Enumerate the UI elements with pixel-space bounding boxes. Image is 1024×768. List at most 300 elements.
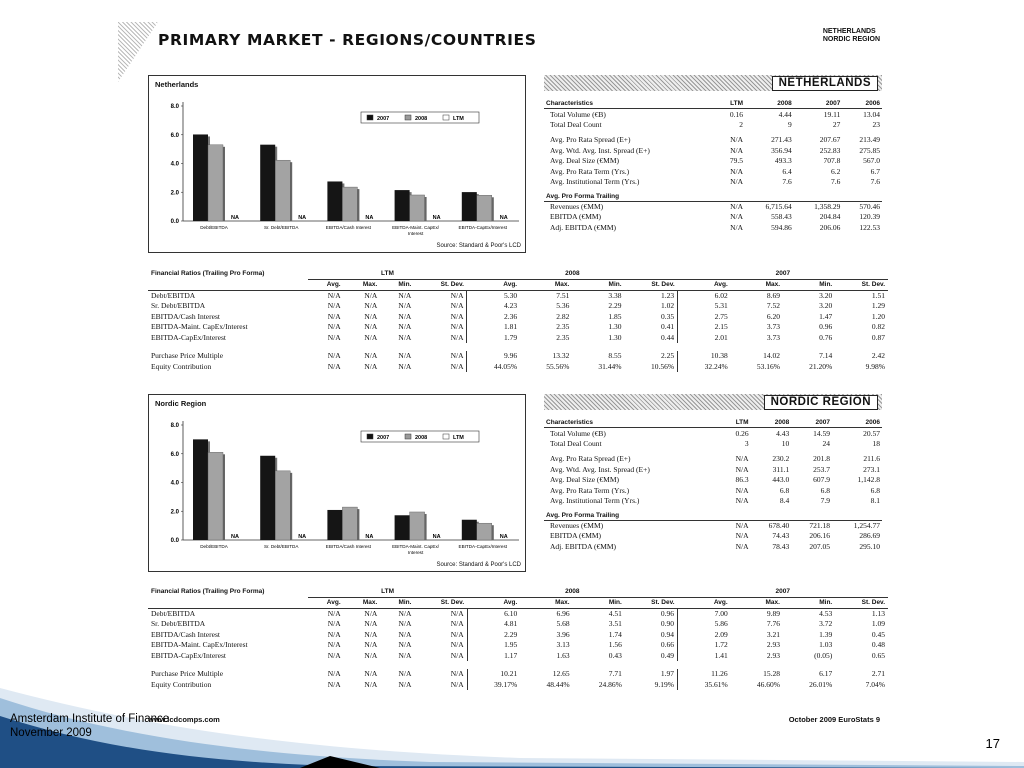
bar-2007: [260, 456, 275, 540]
table-title: Financial Ratios (Trailing Pro Forma): [151, 270, 265, 277]
group-header-row: [148, 586, 888, 597]
column-header: [148, 279, 308, 290]
bar-2007: [462, 192, 477, 221]
table-cell: 46.60%: [756, 679, 780, 689]
row-label: Adj. EBITDA (€MM): [550, 222, 617, 232]
table-cell: N/A: [327, 640, 341, 650]
table-cell: 594.86: [771, 222, 792, 232]
table-row: [544, 166, 882, 177]
table-cell: 0.16: [729, 109, 744, 119]
table-cell: 0.49: [625, 650, 678, 661]
column-header: Max.: [520, 279, 572, 290]
table-cell: 4.23: [503, 301, 518, 311]
column-header: Min.: [573, 597, 625, 608]
table-cell: 2.15: [714, 322, 728, 332]
table-cell: 0.90: [625, 619, 678, 630]
table-cell: 9.96: [503, 351, 518, 361]
table-cell: N/A: [327, 301, 341, 311]
table-cell: N/A: [398, 609, 412, 618]
table-cell: 1.09: [871, 619, 885, 629]
table-cell: 2.35: [556, 332, 570, 342]
bar-2008: [410, 195, 425, 221]
table-cell: N/A: [398, 351, 412, 361]
x-tick-label: EBITDA-CapEx/Interest: [458, 544, 508, 549]
column-header: St. Dev.: [414, 597, 467, 608]
na-label: NA: [298, 534, 307, 540]
table-cell: N/A: [364, 311, 378, 321]
bar-2008: [477, 523, 492, 540]
table-row: [544, 119, 882, 130]
column-header: Characteristics: [544, 418, 722, 428]
spacer-cell: [148, 661, 888, 669]
column-header: Max.: [520, 597, 572, 608]
table-cell: 211.6: [863, 454, 880, 464]
column-header: Min.: [783, 597, 835, 608]
table-cell: 3.96: [556, 629, 570, 639]
bar-2007: [395, 515, 410, 540]
table-cell: 3.72: [819, 619, 833, 629]
table-cell: 230.2: [772, 454, 790, 464]
table-cell: 19.11: [823, 109, 841, 119]
table-cell: N/A: [364, 650, 378, 660]
table-cell: N/A: [364, 322, 378, 332]
table-row: [148, 332, 888, 343]
table-row: [148, 322, 888, 333]
subheading-row: [544, 187, 882, 201]
doc-footer-url: www.lcdcomps.com: [148, 715, 220, 724]
financial-ratios-table: [148, 586, 888, 690]
y-tick-label: 0.0: [170, 219, 179, 225]
table-cell: N/A: [398, 311, 412, 321]
table-row: [544, 454, 882, 465]
table-cell: N/A: [327, 322, 341, 332]
row-label: Sr. Debt/EBITDA: [151, 301, 206, 311]
table-cell: 1.95: [504, 640, 518, 650]
table-cell: 1.17: [504, 650, 518, 660]
x-tick-label: EBITDA-Maint. CapEx/: [392, 544, 440, 549]
table-row: [544, 156, 882, 167]
table-cell: 9.89: [766, 609, 780, 618]
table-cell: 1.30: [608, 322, 622, 332]
subheading: Avg. Pro Forma Trailing: [544, 506, 882, 520]
table-row: [148, 608, 888, 619]
table-cell: N/A: [364, 619, 378, 629]
table-cell: N/A: [414, 650, 467, 661]
column-header: St. Dev.: [414, 279, 467, 290]
column-header: 2007: [794, 99, 843, 109]
table-cell: N/A: [730, 145, 744, 155]
legend-swatch: [367, 434, 373, 439]
table-cell: 24: [822, 438, 830, 448]
table-cell: N/A: [398, 640, 412, 650]
bar-chart: [149, 76, 527, 254]
table-cell: 12.65: [552, 669, 570, 679]
table-cell: 2.35: [556, 322, 570, 332]
na-label: NA: [231, 215, 239, 221]
table-cell: N/A: [730, 135, 744, 145]
column-header: Max.: [344, 279, 381, 290]
column-header: 2008: [745, 99, 794, 109]
table-cell: 44.05%: [493, 361, 518, 371]
legend-swatch: [367, 115, 373, 120]
row-label: EBITDA/Cash Interest: [151, 629, 220, 639]
table-cell: 0.44: [625, 332, 678, 343]
table-cell: 13.32: [552, 351, 570, 361]
table-cell: 1.85: [608, 311, 622, 321]
table-cell: 3.73: [766, 332, 781, 342]
row-label: EBITDA/Cash Interest: [151, 311, 220, 321]
table-cell: 5.68: [556, 619, 570, 629]
table-cell: 1.41: [714, 650, 728, 660]
table-cell: N/A: [414, 361, 467, 372]
column-header: Avg.: [308, 597, 344, 608]
table-cell: N/A: [327, 311, 341, 321]
table-cell: 3.73: [766, 322, 781, 332]
table-cell: 0.76: [819, 332, 833, 342]
table-cell: 7.52: [766, 301, 781, 311]
table-row: [148, 650, 888, 661]
y-tick-label: 4.0: [170, 480, 179, 487]
legend-label: 2008: [415, 435, 428, 441]
table-row: [544, 222, 882, 233]
table-cell: 10.56%: [625, 361, 678, 372]
na-label: NA: [365, 215, 374, 221]
table-cell: 48.44%: [546, 679, 570, 689]
y-tick-label: 6.0: [170, 132, 179, 139]
table-cell: N/A: [414, 290, 467, 301]
table-cell: 9.19%: [625, 679, 678, 690]
legend-label: LTM: [453, 116, 464, 122]
table-cell: 1,142.8: [857, 475, 880, 485]
table-cell: 3: [744, 438, 749, 448]
table-cell: 6.7: [870, 166, 880, 176]
table-cell: 2.93: [766, 650, 780, 660]
table-cell: N/A: [364, 332, 378, 342]
x-tick-label: Interest: [407, 550, 424, 555]
table-cell: 1.30: [608, 332, 622, 342]
table-row: [544, 438, 882, 449]
chart-source: Source: Standard & Poor's LCD: [436, 243, 521, 249]
bar-chart: [149, 395, 527, 573]
na-label: NA: [432, 215, 441, 221]
table-cell: 1.79: [503, 332, 518, 342]
bar-2008: [208, 452, 223, 540]
table-cell: 607.9: [813, 475, 830, 485]
row-label: EBITDA-CapEx/Interest: [151, 650, 226, 660]
table-cell: N/A: [364, 669, 378, 679]
table-cell: 120.39: [859, 212, 880, 222]
column-header: 2008: [751, 418, 792, 428]
row-label: Purchase Price Multiple: [151, 669, 224, 679]
table-cell: 10.38: [710, 351, 728, 361]
table-cell: N/A: [398, 332, 412, 342]
table-cell: 8.55: [608, 351, 622, 361]
column-header: LTM: [722, 418, 750, 428]
table-cell: N/A: [414, 301, 467, 312]
page-title: PRIMARY MARKET - REGIONS/COUNTRIES: [158, 31, 537, 49]
bar-2007: [193, 134, 208, 221]
table-cell: 78.43: [772, 541, 790, 551]
column-header-row: [148, 279, 888, 290]
row-label: Avg. Institutional Term (Yrs.): [550, 177, 640, 187]
table-cell: N/A: [735, 496, 749, 506]
column-header: Min.: [783, 279, 835, 290]
table-cell: N/A: [398, 322, 412, 332]
table-cell: 2.75: [714, 311, 728, 321]
table-cell: 4.51: [608, 609, 622, 618]
x-tick-label: EBITDA-CapEx/Interest: [458, 225, 508, 230]
table-cell: 2.36: [503, 311, 518, 321]
table-cell: 5.31: [714, 301, 728, 311]
table-cell: 2.71: [871, 669, 885, 679]
banner-label: NORDIC REGION: [764, 395, 878, 410]
table-cell: 0.82: [871, 322, 885, 332]
legend-swatch: [405, 434, 411, 439]
table-cell: 295.10: [859, 541, 880, 551]
table-cell: 678.40: [768, 521, 790, 530]
column-header: Min.: [572, 279, 624, 290]
table-row: [544, 475, 882, 486]
table-cell: N/A: [398, 669, 412, 679]
table-cell: 7.76: [766, 619, 780, 629]
table-row: [544, 464, 882, 475]
table-row: [148, 619, 888, 630]
table-cell: N/A: [364, 361, 378, 371]
table-cell: 4.81: [504, 619, 518, 629]
table-cell: 0.96: [625, 608, 678, 619]
table-cell: N/A: [327, 679, 341, 689]
table-cell: 21.20%: [809, 361, 833, 371]
table-cell: N/A: [364, 629, 378, 639]
column-header: 2006: [842, 99, 882, 109]
table-cell: 0.96: [819, 322, 833, 332]
table-cell: 8.4: [779, 496, 790, 506]
table-cell: 3.20: [819, 291, 833, 300]
doc-footer-date: October 2009 EuroStats 9: [788, 715, 880, 724]
table-cell: 2.25: [625, 351, 678, 362]
table-cell: 2.01: [714, 332, 728, 342]
table-row: [544, 135, 882, 146]
region-label-line: NORDIC REGION: [822, 36, 880, 43]
table-cell: 6.8: [870, 485, 880, 495]
row-label: Sr. Debt/EBITDA: [151, 619, 206, 629]
column-header-row: [148, 597, 888, 608]
table-cell: 5.30: [503, 291, 518, 300]
table-row: [148, 301, 888, 312]
column-header: Max.: [344, 597, 381, 608]
row-label: Avg. Institutional Term (Yrs.): [550, 496, 640, 506]
column-header: [148, 597, 308, 608]
table-cell: N/A: [414, 608, 467, 619]
spacer-cell: [148, 343, 888, 351]
table-cell: N/A: [730, 212, 744, 222]
table-cell: 5.86: [714, 619, 728, 629]
table-cell: 7.6: [870, 177, 880, 187]
table-cell: 2.09: [714, 629, 728, 639]
table-cell: N/A: [735, 541, 749, 551]
table-cell: 273.1: [863, 464, 880, 474]
table-cell: N/A: [364, 640, 378, 650]
table-cell: 2.29: [608, 301, 622, 311]
table-cell: 6.02: [714, 291, 728, 300]
row-label: Avg. Pro Rata Spread (E+): [550, 135, 631, 145]
table-cell: 3.20: [819, 301, 833, 311]
table-cell: 0.43: [608, 650, 622, 660]
bar-2007: [462, 520, 477, 540]
table-cell: N/A: [364, 609, 378, 618]
table-cell: N/A: [327, 669, 341, 679]
row-label: Avg. Pro Rata Term (Yrs.): [550, 485, 630, 495]
table-cell: 8.1: [870, 496, 880, 506]
group-header: 2008: [467, 586, 677, 597]
row-label: Total Deal Count: [550, 438, 602, 448]
table-cell: 558.43: [771, 212, 792, 222]
row-label: Purchase Price Multiple: [151, 351, 224, 361]
row-label: EBITDA (€MM): [550, 531, 602, 541]
chart-title: Netherlands: [155, 80, 199, 89]
table-cell: N/A: [327, 619, 341, 629]
table-cell: 2: [739, 119, 744, 129]
table-cell: 201.8: [813, 454, 830, 464]
table-row: [544, 177, 882, 188]
table-cell: 1.02: [625, 301, 678, 312]
financial-ratios-table: [148, 268, 888, 372]
table-cell: N/A: [735, 485, 749, 495]
spacer-row: [148, 661, 888, 669]
table-cell: 20.57: [863, 428, 880, 438]
group-header: LTM: [308, 586, 467, 597]
chart-netherlands: [148, 75, 526, 253]
table-cell: 2.42: [871, 351, 885, 361]
table-cell: 207.05: [809, 541, 830, 551]
table-cell: 0.94: [625, 629, 678, 640]
chart-nordic-region: [148, 394, 526, 572]
table-cell: 0.87: [871, 332, 885, 342]
table-cell: 3.13: [556, 640, 570, 650]
table-cell: 206.16: [809, 531, 830, 541]
table-cell: 7.6: [782, 177, 792, 187]
table-cell: N/A: [364, 291, 378, 300]
table-cell: 55.56%: [546, 361, 570, 371]
x-tick-label: EBITDA/Cash Interest: [325, 225, 372, 230]
table-cell: 23: [872, 119, 880, 129]
column-header: Avg.: [308, 279, 344, 290]
table-cell: N/A: [327, 291, 341, 300]
characteristics-table: [544, 418, 882, 552]
y-tick-label: 8.0: [170, 423, 179, 429]
table-cell: 213.49: [859, 135, 880, 145]
footer-institute: Amsterdam Institute of Finance: [10, 713, 170, 725]
column-header: Characteristics: [544, 99, 717, 109]
table-cell: 286.69: [859, 531, 880, 541]
na-label: NA: [298, 215, 307, 221]
table-cell: 1.29: [871, 301, 885, 311]
table-cell: 9: [787, 119, 792, 129]
table-title: Financial Ratios (Trailing Pro Forma): [151, 588, 265, 595]
table-cell: N/A: [735, 531, 749, 541]
subheading-row: [544, 506, 882, 520]
table-header-row: [544, 99, 882, 109]
na-label: NA: [432, 534, 441, 540]
row-label: Equity Contribution: [151, 679, 212, 689]
table-header-row: [544, 418, 882, 428]
y-tick-label: 4.0: [170, 161, 179, 168]
bar-2008: [342, 507, 357, 540]
table-cell: N/A: [414, 322, 467, 333]
x-tick-label: Sr. Debt/EBITDA: [263, 225, 299, 230]
table-cell: 567.0: [863, 156, 880, 166]
table-cell: 1.39: [819, 629, 833, 639]
table-cell: 7.00: [714, 609, 728, 618]
table-row: [544, 201, 882, 212]
bar-2008: [410, 512, 425, 540]
table-cell: N/A: [327, 609, 341, 618]
table-cell: 204.84: [819, 212, 841, 222]
na-label: NA: [499, 215, 508, 221]
table-row: [544, 145, 882, 156]
table-cell: 8.69: [766, 291, 781, 300]
table-cell: 1.03: [819, 640, 833, 650]
table-cell: 79.5: [729, 156, 744, 166]
table-cell: 10: [781, 438, 790, 448]
table-cell: 6.96: [556, 609, 570, 618]
column-header: St. Dev.: [625, 279, 678, 290]
table-cell: 493.3: [774, 156, 792, 166]
y-tick-label: 2.0: [170, 509, 179, 516]
table-cell: 7.71: [608, 669, 622, 679]
table-cell: 10.21: [500, 669, 518, 679]
table-cell: 6.4: [782, 166, 792, 176]
bar-2008: [275, 160, 290, 221]
table-cell: 707.8: [823, 156, 841, 166]
table-cell: 271.43: [771, 135, 792, 145]
row-label: Avg. Wtd. Avg. Inst. Spread (E+): [550, 145, 650, 155]
table-row: [148, 629, 888, 640]
table-cell: 1.51: [871, 291, 885, 300]
row-label: Avg. Deal Size (€MM): [550, 475, 620, 485]
table-cell: N/A: [735, 464, 749, 474]
table-cell: N/A: [414, 640, 467, 651]
table-row: [148, 351, 888, 362]
x-tick-label: EBITDA-Maint. CapEx/: [392, 225, 440, 230]
table-cell: 5.36: [556, 301, 570, 311]
table-cell: N/A: [398, 679, 412, 689]
table-cell: 7.6: [830, 177, 841, 187]
row-label: Avg. Deal Size (€MM): [550, 156, 620, 166]
bar-2008: [477, 195, 492, 221]
table-row: [544, 428, 882, 439]
table-cell: 9.98%: [865, 361, 885, 371]
bar-2008: [208, 145, 223, 221]
chart-source: Source: Standard & Poor's LCD: [436, 562, 521, 568]
legend-swatch: [405, 115, 411, 120]
bar-2007: [395, 190, 410, 221]
table-row: [544, 212, 882, 223]
table-cell: 4.43: [776, 428, 790, 438]
legend-label: 2007: [377, 116, 390, 122]
table-row: [544, 109, 882, 120]
table-cell: 11.26: [711, 669, 728, 679]
table-row: [148, 669, 888, 680]
table-cell: 122.53: [859, 222, 880, 232]
legend-label: LTM: [453, 435, 464, 441]
y-tick-label: 0.0: [170, 538, 179, 544]
table-cell: 1,358.29: [814, 202, 841, 211]
table-cell: N/A: [414, 629, 467, 640]
region-label-line: NETHERLANDS: [822, 28, 876, 35]
table-cell: 6.17: [819, 669, 833, 679]
table-cell: 6.8: [779, 485, 790, 495]
